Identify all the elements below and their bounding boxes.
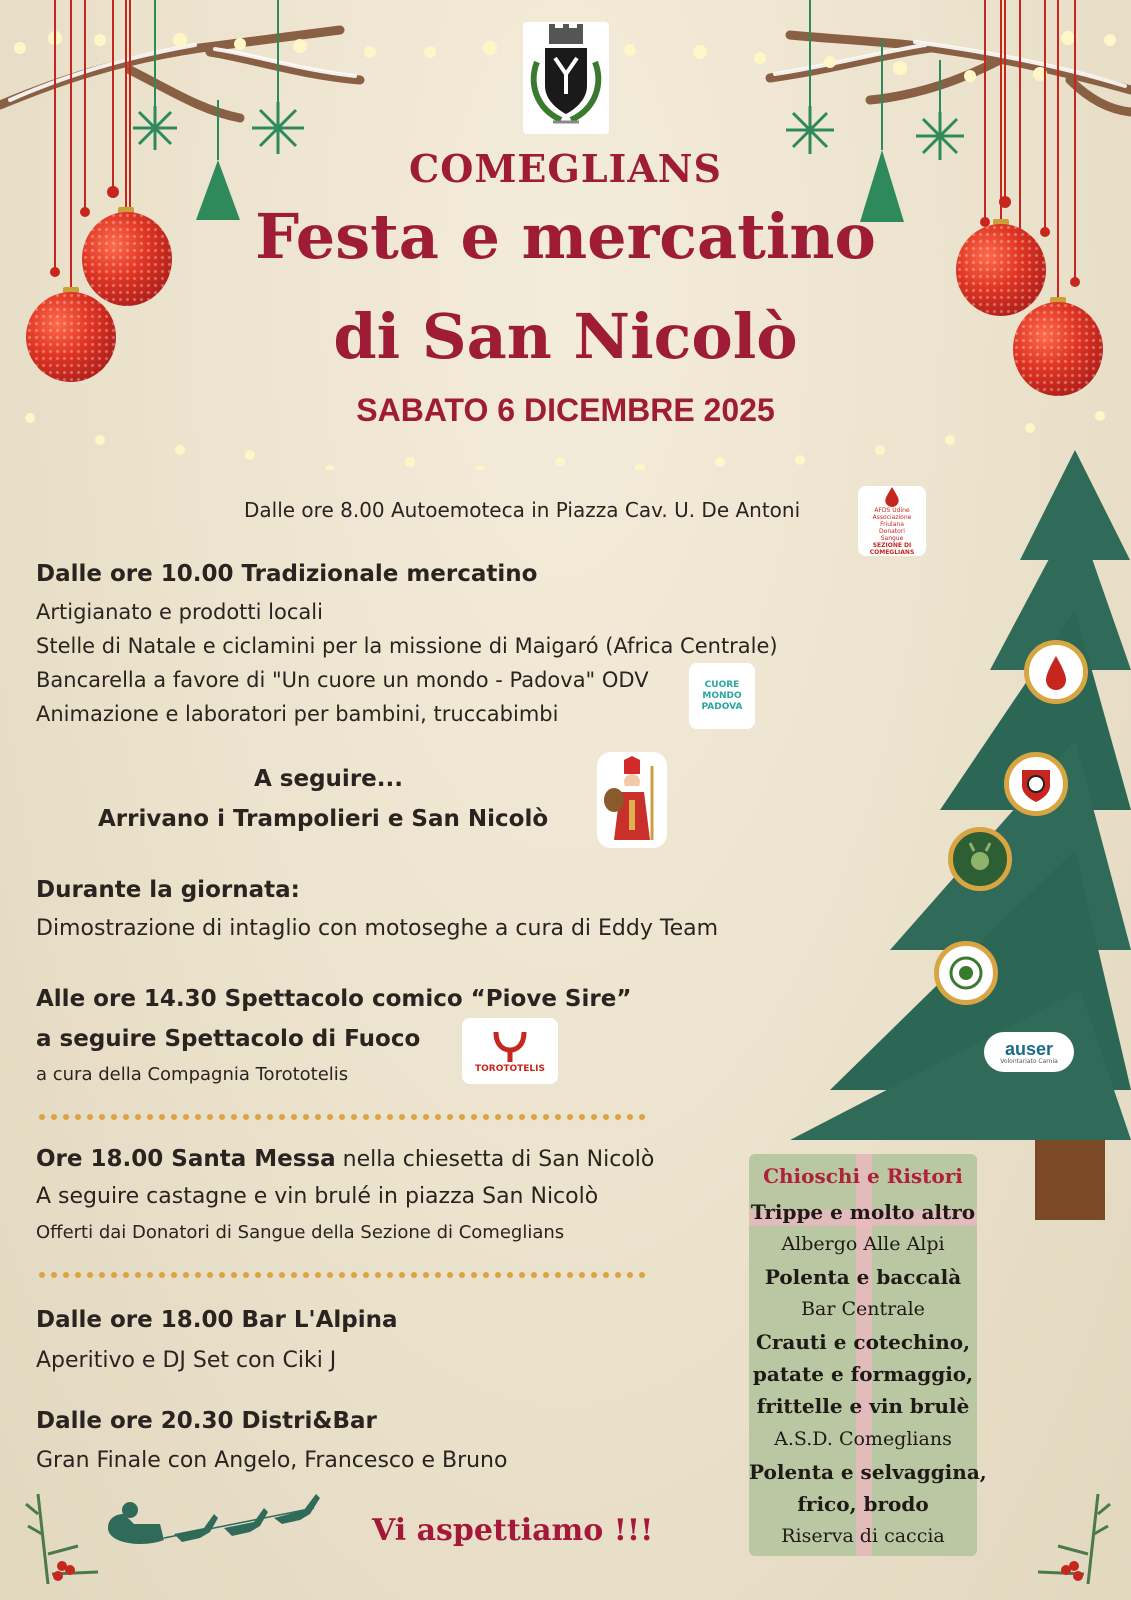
day-heading: Durante la giornata: (36, 877, 300, 903)
distri-text: Gran Finale con Angelo, Francesco e Bruno (36, 1448, 508, 1473)
afds-logo-line7: COMEGLIANS (869, 549, 915, 556)
auser-logo (984, 1032, 1074, 1072)
alpina-heading: Dalle ore 18.00 Bar L'Alpina (36, 1307, 398, 1333)
market-item: Stelle di Natale e ciclamini per la missione di Maigaró (Africa Centrale) (36, 634, 778, 658)
show-line2: a seguire Spettacolo di Fuoco (36, 1026, 421, 1052)
stand-food: Polenta e selvaggina, (749, 1460, 987, 1484)
auser-logo-subtext: Volontariato Carnia (1000, 1057, 1058, 1065)
stand-food: frico, brodo (797, 1492, 929, 1516)
mass-line2: A seguire castagne e vin brulé in piazza San Nicolò (36, 1184, 599, 1209)
market-heading: Dalle ore 10.00 Tradizionale mercatino (36, 561, 538, 587)
event-title: Festa e mercatino (255, 200, 876, 273)
stand-food: Polenta e baccalà (764, 1265, 962, 1289)
holly-corner-decoration (1008, 1484, 1118, 1594)
saint-nicholas-icon (602, 756, 662, 844)
day-text: Dimostrazione di intaglio con motoseghe a cura di Eddy Team (36, 916, 719, 941)
divider (36, 1110, 646, 1124)
town-name: COMEGLIANS (409, 146, 722, 191)
market-item: Artigianato e prodotti locali (36, 600, 323, 624)
afds-logo-line3: Friulana (880, 521, 904, 528)
follow-line2: Arrivano i Trampolieri e San Nicolò (98, 806, 549, 832)
distri-heading: Dalle ore 20.30 Distri&Bar (36, 1408, 377, 1434)
tree-ornament-hunting-logo (948, 827, 1012, 891)
torototelis-logo (462, 1018, 558, 1084)
market-item: Animazione e laboratori per bambini, truccabimbi (36, 702, 559, 726)
torototelis-logo-text: TOROTOTELIS (474, 1064, 545, 1074)
football-shield-icon (1016, 764, 1056, 804)
sleigh-reindeer-icon (104, 1488, 334, 1558)
follow-line1: A seguire... (254, 766, 403, 792)
coat-of-arms-icon (523, 22, 609, 134)
market-item: Bancarella a favore di "Un cuore un mondo - Padova" ODV (36, 668, 649, 692)
divider (36, 1268, 646, 1282)
stands-title: Chioschi e Ristori (763, 1164, 963, 1188)
auser-logo-text: auser (1004, 1038, 1054, 1059)
blood-drive-text: Dalle ore 8.00 Autoemoteca in Piazza Cav. U. De Antoni (244, 498, 801, 522)
blood-drop-icon (882, 486, 902, 507)
show-credit: a cura della Compagnia Torototelis (36, 1064, 349, 1085)
closing-text: Vi aspettiamo !!! (372, 1513, 654, 1548)
mass-heading-rest: nella chiesetta di San Nicolò (335, 1147, 655, 1172)
coat-of-arms (523, 22, 609, 134)
event-date: SABATO 6 DICEMBRE 2025 (356, 392, 775, 428)
stand-food: Trippe e molto altro (750, 1200, 976, 1224)
stand-food: patate e formaggio, (752, 1362, 974, 1386)
cuore-mondo-logo-text: CUORE MONDO PADOVA (701, 679, 743, 712)
mass-line3: Offerti dai Donatori di Sangue della Sezione di Comeglians (36, 1222, 565, 1243)
afds-logo-line1: AFDS Udine (874, 507, 910, 514)
holly-corner-decoration (18, 1484, 128, 1594)
tree-ornament-green-logo (934, 941, 998, 1005)
afds-logo-line2: Associazione (872, 514, 912, 521)
tree-ornament-afds-logo (1024, 640, 1088, 704)
torototelis-icon (490, 1028, 530, 1064)
event-title-line2: di San Nicolò (333, 300, 798, 373)
show-line1: Alle ore 14.30 Spettacolo comico “Piove Sire” (36, 986, 632, 1012)
afds-logo-line5: Sangue (880, 535, 904, 542)
stand-food: frittelle e vin brulè (756, 1394, 970, 1418)
stand-vendor: Bar Centrale (801, 1298, 925, 1320)
blood-drop-icon (1036, 652, 1076, 692)
stand-vendor: Albergo Alle Alpi (781, 1233, 945, 1255)
afds-logo (858, 486, 926, 556)
alpina-text: Aperitivo e DJ Set con Ciki J (36, 1348, 337, 1373)
deer-icon (960, 839, 1000, 879)
circle-badge-icon (946, 953, 986, 993)
tree-ornament-football-logo (1004, 752, 1068, 816)
stand-vendor: Riserva di caccia (781, 1525, 945, 1547)
afds-logo-line6: SEZIONE DI (872, 542, 912, 549)
afds-logo-line4: Donatori (879, 528, 905, 535)
stand-vendor: A.S.D. Comeglians (774, 1428, 952, 1450)
mass-heading-bold: Ore 18.00 Santa Messa (36, 1146, 336, 1172)
cuore-mondo-logo (689, 663, 755, 729)
stand-food: Crauti e cotechino, (755, 1330, 971, 1354)
san-nicolo-image (597, 752, 667, 848)
mass-heading (36, 1146, 654, 1172)
